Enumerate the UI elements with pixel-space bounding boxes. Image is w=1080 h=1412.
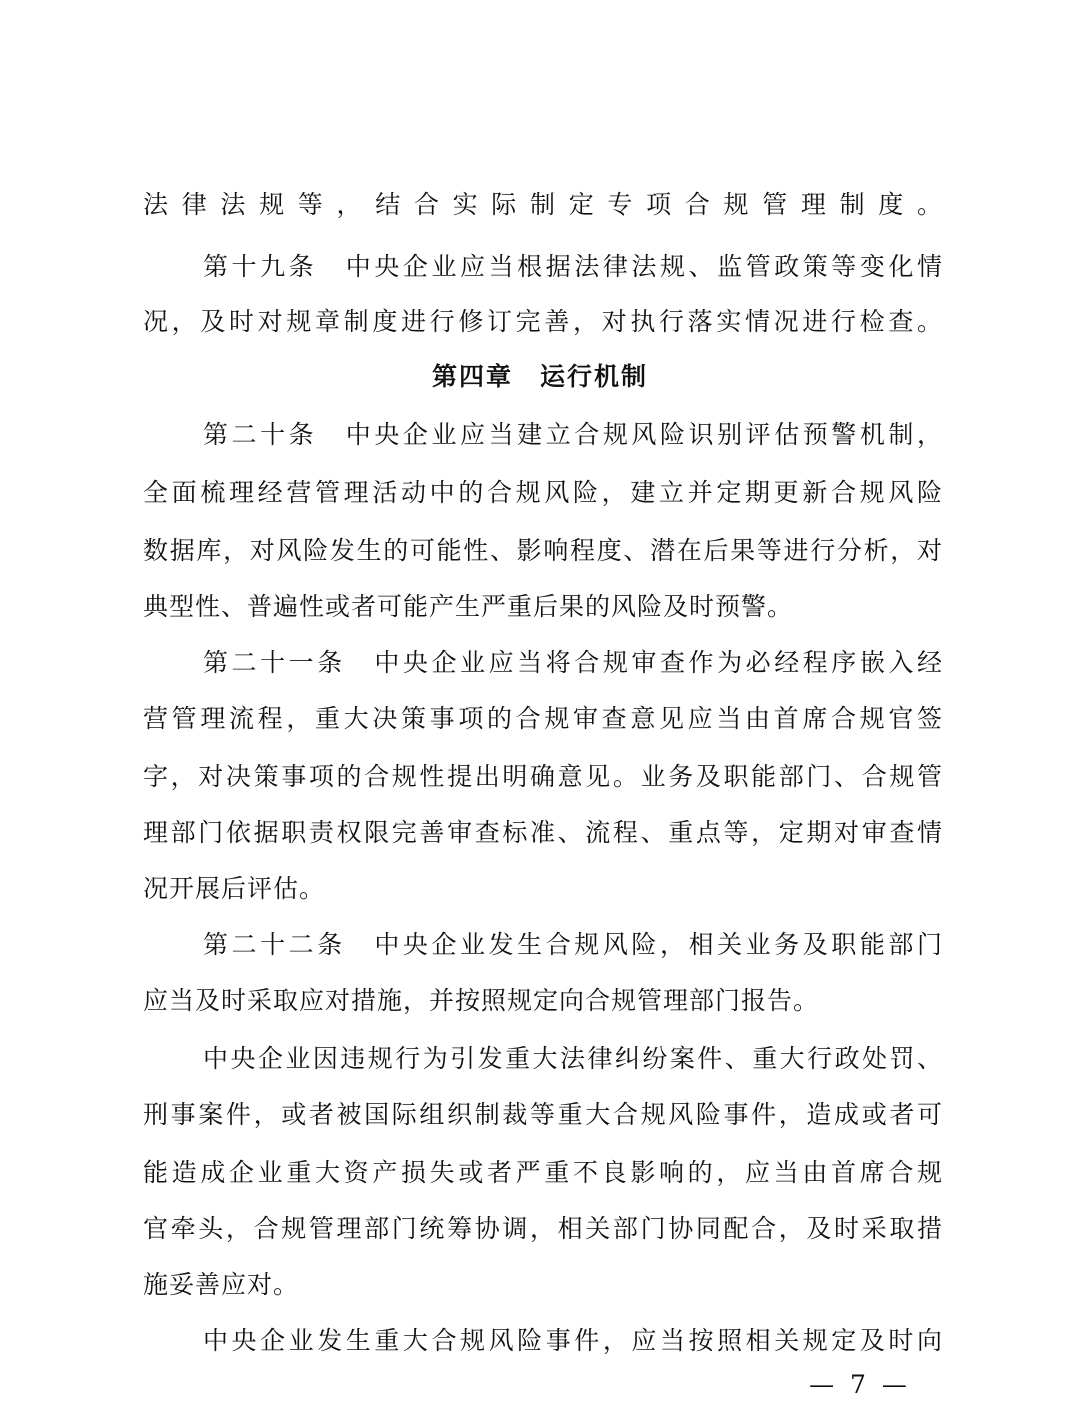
paragraph-line: 中央企业因违规行为引发重大法律纠纷案件、重大行政处罚、 <box>203 1044 943 1073</box>
chapter-heading: 第四章 运行机制 <box>431 362 648 391</box>
text-line: 字，对决策事项的合规性提出明确意见。业务及职能部门、合规管 <box>143 762 943 791</box>
text-line: 应当及时采取应对措施，并按照规定向合规管理部门报告。 <box>143 986 820 1015</box>
text-line: 法律法规等，结合实际制定专项合规管理制度。 <box>143 190 943 219</box>
paragraph-line: 中央企业发生重大合规风险事件，应当按照相关规定及时向 <box>203 1326 943 1355</box>
article-19-line: 第十九条 中央企业应当根据法律法规、监管政策等变化情 <box>203 252 943 281</box>
text-line: 数据库，对风险发生的可能性、影响程度、潜在后果等进行分析，对 <box>143 536 943 565</box>
text-line: 营管理流程，重大决策事项的合规审查意见应当由首席合规官签 <box>143 704 943 733</box>
article-21-line: 第二十一条 中央企业应当将合规审查作为必经程序嵌入经 <box>203 648 943 677</box>
article-20-line: 第二十条 中央企业应当建立合规风险识别评估预警机制， <box>203 420 943 449</box>
text-line: 典型性、普遍性或者可能产生严重后果的风险及时预警。 <box>143 592 794 621</box>
text-line: 况，及时对规章制度进行修订完善，对执行落实情况进行检查。 <box>143 307 943 336</box>
text-line: 刑事案件，或者被国际组织制裁等重大合规风险事件，造成或者可 <box>143 1100 943 1129</box>
text-line: 全面梳理经营管理活动中的合规风险，建立并定期更新合规风险 <box>143 478 943 507</box>
text-line: 况开展后评估。 <box>143 874 326 903</box>
article-22-line: 第二十二条 中央企业发生合规风险，相关业务及职能部门 <box>203 930 943 959</box>
text-line: 施妥善应对。 <box>143 1270 300 1299</box>
text-line: 官牵头，合规管理部门统筹协调，相关部门协同配合，及时采取措 <box>143 1214 943 1243</box>
page-number: — 7 — <box>809 1370 911 1399</box>
text-line: 能造成企业重大资产损失或者严重不良影响的，应当由首席合规 <box>143 1158 943 1187</box>
text-line: 理部门依据职责权限完善审查标准、流程、重点等，定期对审查情 <box>143 818 943 847</box>
